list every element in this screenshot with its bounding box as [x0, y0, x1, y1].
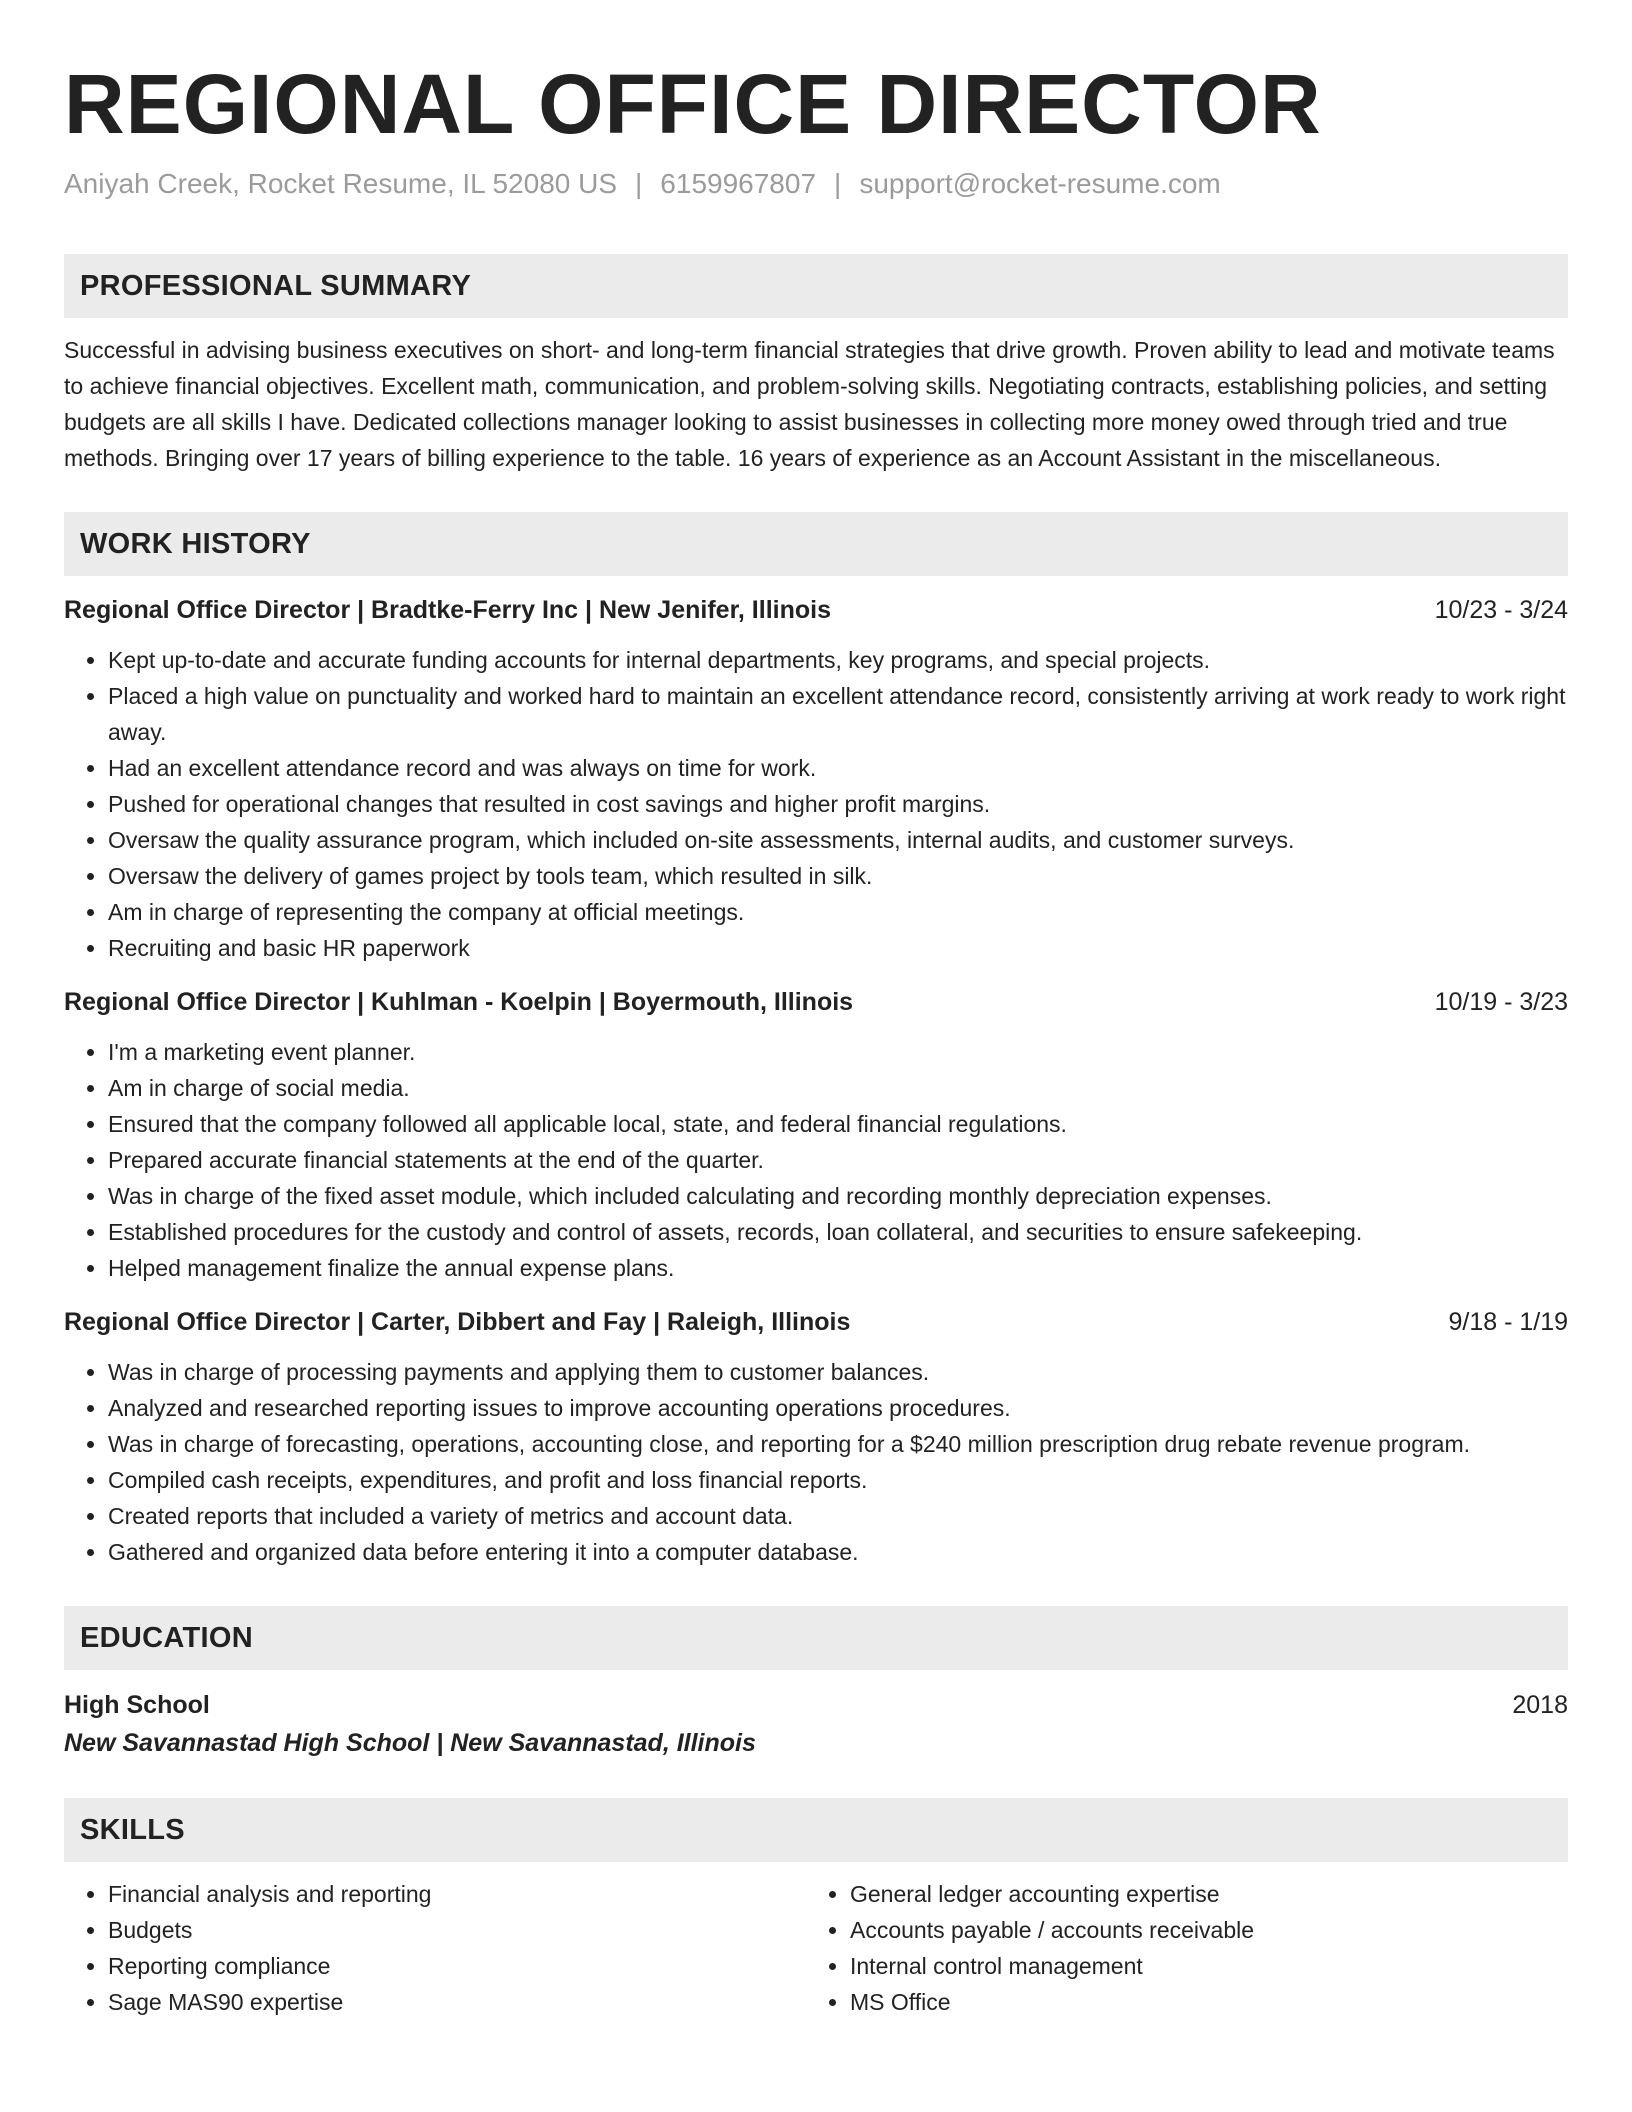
job-bullet: • Recruiting and basic HR paperwork: [108, 930, 1568, 966]
job-bullet: • Established procedures for the custody and control of assets, records, loan collateral, and securities to ensure safekeeping.: [108, 1214, 1568, 1250]
job-title: Regional Office Director | Kuhlman - Koelpin | Boyermouth, Illinois: [64, 988, 854, 1016]
skills-heading: SKILLS: [80, 1813, 185, 1846]
work-history-section: [64, 512, 1568, 1570]
contact-address: Aniyah Creek, Rocket Resume, IL 52080 US: [64, 168, 618, 199]
job-bullet: • Kept up-to-date and accurate funding accounts for internal departments, key programs, and special projects.: [108, 642, 1568, 678]
skills-grid: [64, 1876, 1568, 2020]
job-bullet: • Oversaw the quality assurance program, which included on-site assessments, internal audits, and customer surveys.: [108, 822, 1568, 858]
job-bullet: • Am in charge of social media.: [108, 1070, 1568, 1106]
skill-item: • Financial analysis and reporting: [108, 1876, 806, 1912]
job-title: Regional Office Director | Carter, Dibbert and Fay | Raleigh, Illinois: [64, 1308, 851, 1336]
job-bullet: • Was in charge of the fixed asset module, which included calculating and recording monthly depreciation expenses.: [108, 1178, 1568, 1214]
resume-title: REGIONAL OFFICE DIRECTOR: [64, 57, 1322, 151]
job-title: Regional Office Director | Bradtke-Ferry Inc | New Jenifer, Illinois: [64, 596, 831, 624]
contact-line: [64, 166, 1221, 202]
skill-item: • Reporting compliance: [108, 1948, 806, 1984]
contact-phone: 6159967807: [660, 168, 817, 199]
skill-item: • Sage MAS90 expertise: [108, 1984, 806, 2020]
job-bullet: • Ensured that the company followed all applicable local, state, and federal financial regulations.: [108, 1106, 1568, 1142]
summary-header: [64, 254, 1568, 318]
skills-section: [64, 1798, 1568, 2020]
summary-text: Successful in advising business executives on short- and long-term financial strategies that drive growth. Proven ability to lead and motivate teams to achieve financial objectives. Excellent math, communication, and problem-solving skills. Negotiating contracts, establishing policies, and setting budgets are all skills I have. Dedicated collections manager looking to assist businesses in collecting more money owed through tried and true methods. Bringing over 17 years of billing experience to the table. 16 years of experience as an Account Assistant in the miscellaneous.: [64, 337, 1555, 471]
skill-item: • MS Office: [850, 1984, 1548, 2020]
job-bullets: [64, 1034, 1568, 1286]
job-bullet: • Pushed for operational changes that resulted in cost savings and higher profit margins.: [108, 786, 1568, 822]
job-entry: [64, 592, 1568, 966]
job-bullet: • Prepared accurate financial statements at the end of the quarter.: [108, 1142, 1568, 1178]
skills-column-right: [806, 1876, 1548, 2020]
job-bullet: • Compiled cash receipts, expenditures, and profit and loss financial reports.: [108, 1462, 1568, 1498]
job-dates: 10/19 - 3/23: [1434, 988, 1568, 1016]
job-bullet: • Am in charge of representing the company at official meetings.: [108, 894, 1568, 930]
contact-email: support@rocket-resume.com: [859, 168, 1221, 199]
skill-item: • Internal control management: [850, 1948, 1548, 1984]
job-bullet: • Was in charge of forecasting, operations, accounting close, and reporting for a $240 million prescription drug rebate revenue program.: [108, 1426, 1568, 1462]
education-heading: EDUCATION: [80, 1621, 253, 1654]
skill-item: • General ledger accounting expertise: [850, 1876, 1548, 1912]
job-bullet: • Analyzed and researched reporting issues to improve accounting operations procedures.: [108, 1390, 1568, 1426]
job-header: [64, 1304, 1568, 1340]
job-entry: [64, 984, 1568, 1286]
skills-column-left: [64, 1876, 806, 2020]
skill-item: • Budgets: [108, 1912, 806, 1948]
job-dates: 9/18 - 1/19: [1448, 1308, 1568, 1336]
education-degree: High School: [64, 1691, 210, 1719]
contact-separator: |: [834, 168, 842, 199]
work-history-header: [64, 512, 1568, 576]
job-bullet: • Gathered and organized data before entering it into a computer database.: [108, 1534, 1568, 1570]
contact-separator: |: [635, 168, 643, 199]
education-section: [64, 1606, 1568, 1762]
education-entry-header: [64, 1686, 1568, 1724]
education-year: 2018: [1512, 1691, 1568, 1719]
job-bullet: • Placed a high value on punctuality and worked hard to maintain an excellent attendance record, consistently arriving at work ready to work right away.: [108, 678, 1568, 750]
skills-header: [64, 1798, 1568, 1862]
education-header: [64, 1606, 1568, 1670]
job-bullet: • Helped management finalize the annual expense plans.: [108, 1250, 1568, 1286]
job-bullet: • Created reports that included a variety of metrics and account data.: [108, 1498, 1568, 1534]
job-bullet: • Was in charge of processing payments and applying them to customer balances.: [108, 1354, 1568, 1390]
resume-content: [64, 254, 1568, 2020]
summary-heading: PROFESSIONAL SUMMARY: [80, 269, 472, 302]
job-bullets: [64, 1354, 1568, 1570]
job-header: [64, 592, 1568, 628]
job-bullet: • I'm a marketing event planner.: [108, 1034, 1568, 1070]
job-dates: 10/23 - 3/24: [1434, 596, 1568, 624]
job-bullets: [64, 642, 1568, 966]
job-entry: [64, 1304, 1568, 1570]
summary-section: [64, 254, 1568, 476]
work-history-heading: WORK HISTORY: [80, 527, 311, 560]
education-school: New Savannastad High School | New Savannastad, Illinois: [64, 1729, 756, 1757]
job-bullet: • Oversaw the delivery of games project by tools team, which resulted in silk.: [108, 858, 1568, 894]
skill-item: • Accounts payable / accounts receivable: [850, 1912, 1548, 1948]
job-bullet: • Had an excellent attendance record and was always on time for work.: [108, 750, 1568, 786]
job-header: [64, 984, 1568, 1020]
